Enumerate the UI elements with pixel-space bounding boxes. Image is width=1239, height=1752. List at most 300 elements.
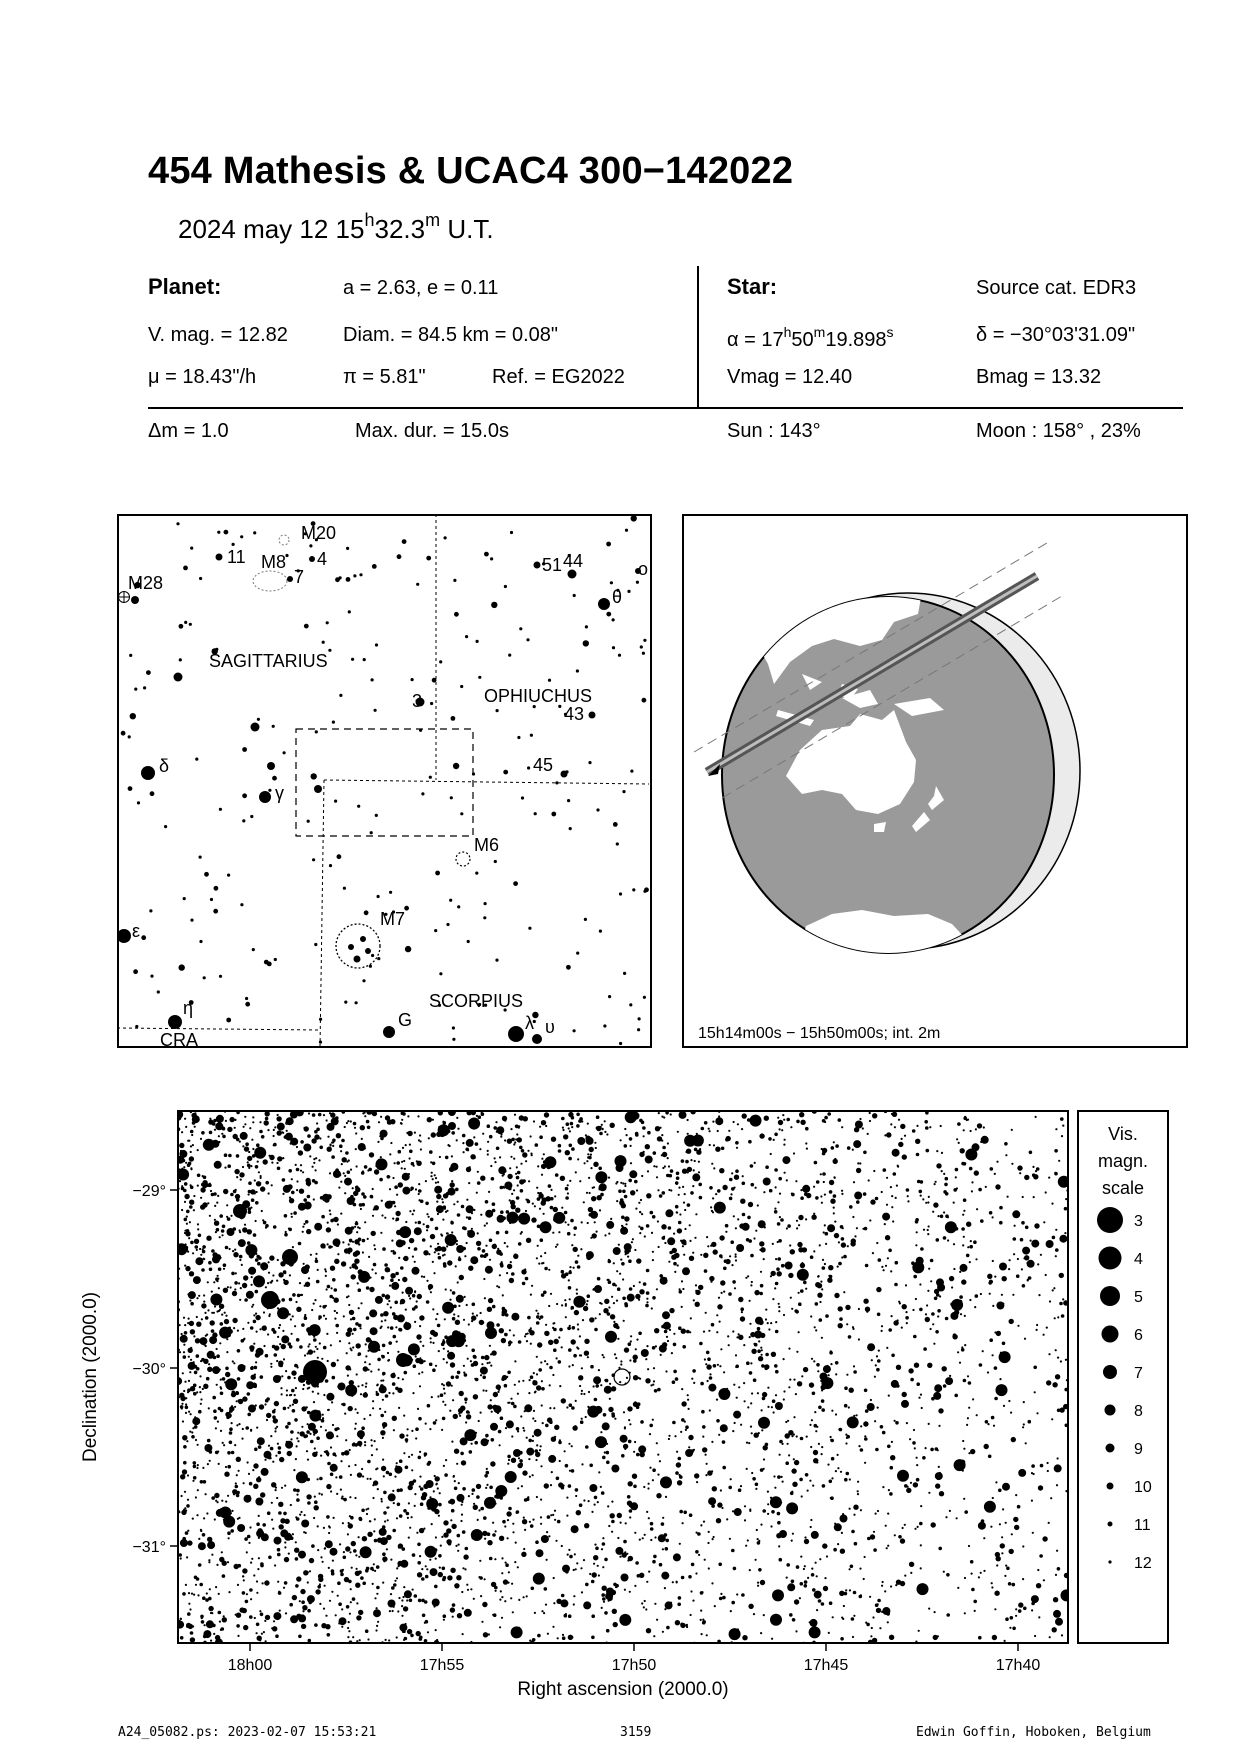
field-star — [833, 1548, 837, 1552]
field-star — [474, 1157, 476, 1159]
field-star — [844, 1386, 848, 1390]
field-star — [401, 1112, 405, 1116]
field-star — [870, 1399, 872, 1401]
field-star — [214, 1219, 216, 1221]
field-star — [513, 1334, 515, 1336]
field-star — [485, 1390, 487, 1392]
finder-star — [389, 891, 392, 894]
field-star — [348, 1342, 350, 1344]
field-star — [450, 1289, 452, 1291]
field-star — [337, 1359, 339, 1361]
field-star — [564, 1299, 566, 1301]
field-star — [656, 1288, 658, 1290]
field-star — [265, 1354, 269, 1358]
field-star — [860, 1448, 864, 1452]
field-star — [945, 1177, 949, 1181]
field-star — [336, 1133, 341, 1138]
field-star — [256, 1592, 258, 1594]
field-star — [640, 1199, 642, 1201]
field-star — [511, 1583, 513, 1585]
field-star — [286, 1389, 288, 1391]
field-star — [278, 1502, 283, 1507]
field-star — [233, 1134, 238, 1139]
field-star — [819, 1301, 821, 1303]
field-star — [558, 1482, 563, 1487]
finder-star — [402, 539, 407, 544]
field-star — [689, 1513, 693, 1517]
field-star — [1050, 1241, 1052, 1243]
field-star — [489, 1259, 491, 1261]
field-star — [331, 1287, 333, 1289]
field-star — [458, 1408, 463, 1413]
field-star — [790, 1492, 794, 1496]
field-star — [468, 1216, 472, 1220]
field-star — [910, 1378, 914, 1382]
field-star — [708, 1567, 710, 1569]
field-star — [852, 1216, 854, 1218]
field-star — [366, 1316, 370, 1320]
field-star — [738, 1488, 742, 1492]
field-star — [581, 1418, 583, 1420]
field-star — [478, 1420, 480, 1422]
field-star — [710, 1281, 712, 1283]
field-star — [215, 1586, 217, 1588]
field-star — [388, 1341, 392, 1345]
field-star — [681, 1388, 683, 1390]
field-star — [837, 1543, 839, 1545]
field-star — [431, 1132, 436, 1137]
field-star — [698, 1171, 700, 1173]
field-star — [278, 1511, 282, 1515]
field-star — [385, 1267, 390, 1272]
field-star — [254, 1366, 258, 1370]
field-star — [891, 1315, 893, 1317]
field-star — [386, 1535, 391, 1540]
field-star — [713, 1364, 717, 1368]
field-star — [925, 1313, 927, 1315]
field-star — [846, 1323, 848, 1325]
field-star — [1005, 1565, 1007, 1567]
field-star — [426, 1229, 428, 1231]
field-star — [632, 1238, 634, 1240]
field-star — [442, 1401, 444, 1403]
field-star — [958, 1142, 960, 1144]
field-star — [186, 1440, 188, 1442]
field-star — [667, 1340, 669, 1342]
field-star — [233, 1493, 235, 1495]
finder-star — [434, 929, 437, 932]
field-star — [532, 1417, 534, 1419]
field-star — [299, 1600, 301, 1602]
field-star — [239, 1172, 244, 1177]
field-star — [556, 1357, 558, 1359]
field-star — [725, 1231, 727, 1233]
field-star — [603, 1601, 605, 1603]
field-star — [532, 1519, 534, 1521]
field-star — [771, 1406, 773, 1408]
field-star — [747, 1275, 749, 1277]
field-star — [612, 1609, 617, 1614]
field-star — [405, 1322, 407, 1324]
field-star — [347, 1636, 349, 1638]
field-star — [921, 1407, 923, 1409]
field-star — [447, 1350, 449, 1352]
field-star — [760, 1632, 762, 1634]
field-star — [581, 1393, 583, 1395]
field-star — [706, 1351, 710, 1355]
field-star — [839, 1317, 843, 1321]
field-star — [428, 1253, 430, 1255]
field-star — [477, 1247, 481, 1251]
field-star — [437, 1213, 439, 1215]
field-star — [1015, 1494, 1017, 1496]
field-star — [1036, 1583, 1041, 1588]
field-star — [507, 1264, 512, 1269]
field-star — [713, 1144, 715, 1146]
field-star — [270, 1447, 274, 1451]
field-star — [184, 1218, 188, 1222]
field-star — [188, 1603, 190, 1605]
field-star — [500, 1590, 502, 1592]
field-star — [202, 1596, 206, 1600]
finder-star — [508, 654, 511, 657]
field-star — [195, 1584, 197, 1586]
finder-star — [213, 909, 218, 914]
field-star — [318, 1113, 322, 1117]
field-star — [499, 1444, 501, 1446]
field-star — [546, 1196, 551, 1201]
field-star — [416, 1345, 418, 1347]
field-star — [790, 1126, 792, 1128]
field-star — [608, 1233, 610, 1235]
field-star — [688, 1435, 693, 1440]
field-star — [799, 1597, 801, 1599]
field-star — [620, 1522, 622, 1524]
field-star — [672, 1380, 676, 1384]
field-star — [541, 1293, 545, 1297]
field-star — [1053, 1287, 1055, 1289]
field-star — [517, 1487, 519, 1489]
field-star — [953, 1202, 955, 1204]
field-star — [594, 1496, 598, 1500]
field-star — [821, 1446, 823, 1448]
field-star — [883, 1168, 887, 1172]
field-star — [576, 1510, 581, 1515]
field-star — [506, 1420, 514, 1428]
field-star — [539, 1208, 541, 1210]
field-star — [656, 1493, 661, 1498]
field-star — [841, 1126, 843, 1128]
field-star — [195, 1245, 199, 1249]
field-star — [812, 1392, 816, 1396]
field-star — [514, 1561, 516, 1563]
field-star — [987, 1423, 989, 1425]
field-star — [561, 1304, 563, 1306]
field-star — [278, 1272, 283, 1277]
field-star — [357, 1472, 362, 1477]
field-star — [968, 1545, 970, 1547]
field-star — [618, 1189, 622, 1193]
field-star — [511, 1626, 523, 1638]
field-star — [619, 1200, 624, 1205]
field-star — [761, 1364, 765, 1368]
field-star — [745, 1545, 747, 1547]
field-star — [1028, 1276, 1032, 1280]
field-star — [488, 1298, 493, 1303]
field-star — [529, 1476, 531, 1478]
finder-star — [426, 556, 431, 561]
field-star — [550, 1514, 552, 1516]
field-star — [197, 1174, 201, 1178]
field-star — [492, 1405, 497, 1410]
field-star — [400, 1240, 405, 1245]
field-star — [307, 1423, 309, 1425]
field-star — [374, 1518, 376, 1520]
m28-cluster-icon — [119, 592, 130, 603]
field-star — [436, 1483, 438, 1485]
field-star — [631, 1241, 633, 1243]
field-star — [486, 1468, 488, 1470]
field-star — [301, 1323, 305, 1327]
field-star — [601, 1124, 603, 1126]
field-star — [381, 1276, 385, 1280]
field-star — [447, 1352, 455, 1360]
field-star — [624, 1243, 632, 1251]
field-star — [675, 1620, 680, 1625]
field-star — [849, 1508, 851, 1510]
field-star — [314, 1447, 316, 1449]
field-star — [887, 1545, 889, 1547]
field-star — [456, 1463, 458, 1465]
field-star — [571, 1339, 576, 1344]
field-star — [684, 1228, 686, 1230]
field-star — [276, 1116, 281, 1121]
field-star — [337, 1595, 339, 1597]
finder-star — [129, 654, 132, 657]
field-star — [920, 1394, 922, 1396]
field-star — [186, 1626, 188, 1628]
field-star — [638, 1332, 642, 1336]
field-star — [854, 1127, 859, 1132]
star-field-chart — [60, 1095, 1200, 1715]
field-star — [271, 1627, 273, 1629]
field-star — [999, 1206, 1003, 1210]
field-star — [487, 1141, 489, 1143]
field-star — [976, 1414, 978, 1416]
field-star — [418, 1456, 422, 1460]
field-star — [457, 1201, 459, 1203]
field-star — [183, 1344, 185, 1346]
field-star — [819, 1244, 821, 1246]
field-star — [723, 1371, 725, 1373]
field-star — [451, 1441, 453, 1443]
field-star — [279, 1524, 284, 1529]
field-star — [554, 1519, 556, 1521]
field-star — [818, 1443, 820, 1445]
field-star — [188, 1380, 190, 1382]
field-star — [222, 1617, 227, 1622]
field-star — [1046, 1327, 1048, 1329]
field-star — [827, 1112, 831, 1116]
finder-star — [643, 996, 646, 999]
field-star — [677, 1228, 682, 1233]
field-star — [673, 1343, 677, 1347]
field-star — [757, 1582, 759, 1584]
field-star — [396, 1462, 398, 1464]
field-star — [540, 1465, 542, 1467]
field-star — [355, 1250, 360, 1255]
field-star — [202, 1202, 207, 1207]
field-star — [184, 1182, 188, 1186]
field-star — [326, 1484, 331, 1489]
field-star — [427, 1404, 431, 1408]
finder-star — [210, 898, 213, 901]
field-star — [704, 1121, 708, 1125]
field-star — [708, 1330, 710, 1332]
field-star — [641, 1175, 643, 1177]
field-star — [561, 1346, 563, 1348]
field-star — [602, 1537, 604, 1539]
field-star — [748, 1202, 753, 1207]
field-star — [506, 1272, 508, 1274]
field-star — [536, 1549, 544, 1557]
field-star — [501, 1572, 503, 1574]
field-star — [352, 1187, 354, 1189]
field-star — [646, 1581, 648, 1583]
finder-star — [334, 800, 337, 803]
field-star — [392, 1392, 394, 1394]
field-star — [208, 1559, 210, 1561]
field-star — [364, 1444, 366, 1446]
field-star — [533, 1410, 535, 1412]
field-star — [698, 1161, 700, 1163]
field-star — [394, 1301, 398, 1305]
field-star — [441, 1383, 443, 1385]
field-star — [432, 1599, 440, 1607]
finder-star — [319, 1041, 322, 1044]
field-star — [718, 1388, 730, 1400]
field-star — [990, 1167, 994, 1171]
field-star — [793, 1416, 795, 1418]
field-star — [349, 1496, 351, 1498]
field-star — [848, 1335, 852, 1339]
field-star — [329, 1172, 331, 1174]
field-star — [412, 1213, 414, 1215]
field-star — [669, 1308, 674, 1313]
field-star — [418, 1221, 422, 1225]
field-star — [777, 1117, 779, 1119]
field-star — [296, 1307, 301, 1312]
finder-star — [328, 649, 331, 652]
field-star — [222, 1513, 224, 1515]
field-star — [748, 1604, 753, 1609]
field-star — [232, 1250, 234, 1252]
field-star — [825, 1243, 827, 1245]
field-star — [927, 1363, 932, 1368]
field-star — [529, 1379, 531, 1381]
field-star — [348, 1523, 353, 1528]
field-star — [1023, 1607, 1027, 1611]
field-star — [200, 1403, 202, 1405]
field-star — [813, 1450, 818, 1455]
field-star — [894, 1534, 896, 1536]
field-star — [462, 1247, 466, 1251]
field-star — [198, 1410, 202, 1414]
field-star — [586, 1251, 594, 1259]
field-star — [1060, 1360, 1062, 1362]
finder-star — [444, 536, 447, 539]
field-star — [844, 1404, 848, 1408]
field-star — [264, 1620, 266, 1622]
field-star — [810, 1519, 812, 1521]
field-star — [639, 1152, 644, 1157]
field-star — [525, 1160, 527, 1162]
planet-motion: μ = 18.43"/h — [148, 366, 257, 388]
field-star — [613, 1262, 615, 1264]
field-star — [451, 1221, 453, 1223]
field-star — [870, 1635, 872, 1637]
field-star — [552, 1232, 554, 1234]
field-star — [323, 1527, 325, 1529]
field-star — [996, 1302, 1004, 1310]
field-star — [940, 1125, 942, 1127]
field-star — [260, 1186, 265, 1191]
field-star — [234, 1281, 238, 1285]
field-star — [763, 1468, 765, 1470]
field-star — [230, 1215, 232, 1217]
field-star — [397, 1351, 399, 1353]
field-star — [255, 1220, 257, 1222]
field-star — [753, 1237, 755, 1239]
field-star — [196, 1322, 201, 1327]
field-star — [706, 1634, 708, 1636]
field-star — [1057, 1567, 1061, 1571]
field-star — [639, 1378, 641, 1380]
field-star — [625, 1251, 629, 1255]
field-star — [220, 1379, 222, 1381]
field-star — [770, 1153, 772, 1155]
field-star — [357, 1282, 359, 1284]
finder-star — [622, 790, 625, 793]
finder-star — [599, 930, 602, 933]
field-star — [692, 1369, 696, 1373]
field-star — [397, 1377, 399, 1379]
field-star — [434, 1585, 438, 1589]
field-star — [990, 1526, 992, 1528]
field-star — [195, 1257, 203, 1265]
field-star — [379, 1528, 387, 1536]
field-star — [371, 1231, 376, 1236]
field-star — [463, 1554, 468, 1559]
field-star — [831, 1457, 835, 1461]
field-star — [355, 1148, 357, 1150]
field-star — [235, 1194, 240, 1199]
field-star — [311, 1544, 315, 1548]
field-star — [382, 1552, 386, 1556]
field-star — [585, 1583, 589, 1587]
field-star — [580, 1354, 582, 1356]
field-star — [969, 1261, 971, 1263]
field-star — [261, 1533, 269, 1541]
field-star — [355, 1132, 357, 1134]
field-star — [211, 1193, 215, 1197]
field-star — [678, 1457, 682, 1461]
finder-star — [146, 670, 151, 675]
field-star — [208, 1119, 213, 1124]
field-star — [243, 1365, 245, 1367]
field-star — [1002, 1392, 1004, 1394]
field-star — [438, 1350, 440, 1352]
